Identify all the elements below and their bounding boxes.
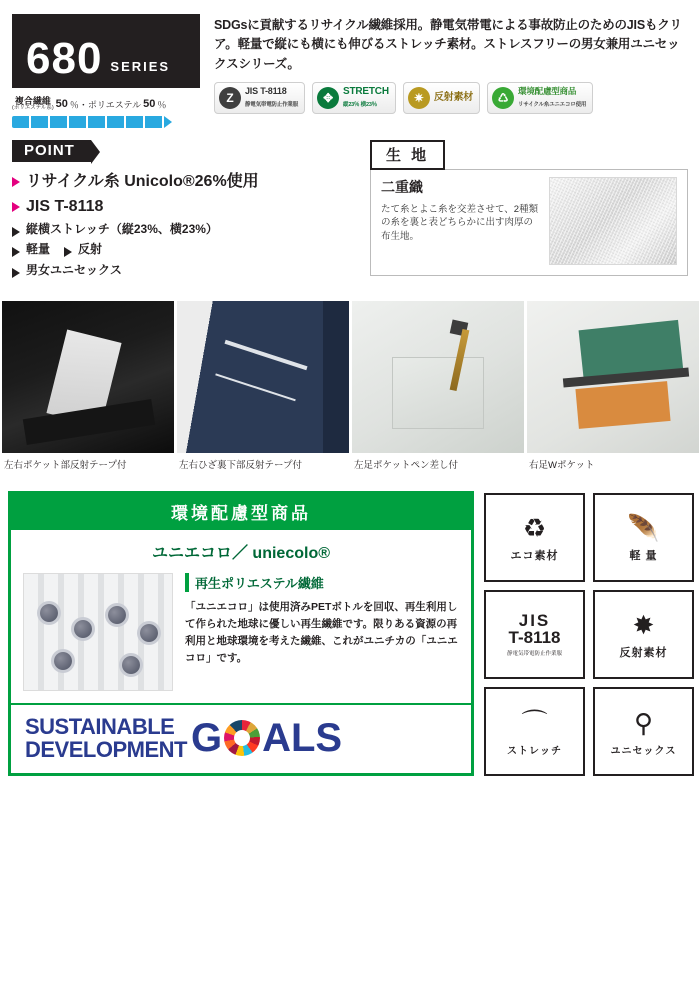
fabric-pct-1: 50: [55, 98, 68, 111]
triangle-bullet-icon: [12, 177, 20, 187]
icon-label: エコ素材: [510, 550, 559, 563]
triangle-bullet-icon: [12, 202, 20, 212]
icon-stretch: [484, 687, 585, 776]
series-badge: [12, 14, 200, 88]
badge-reflective-title: 反射素材: [433, 91, 474, 103]
triangle-bullet-icon: [12, 227, 20, 237]
triangle-bullet-icon: [64, 247, 72, 257]
stretch-arrows-icon: ✥: [317, 87, 339, 109]
icon-label: ユニセックス: [610, 745, 677, 757]
photo-cell: [352, 301, 524, 471]
eco-title: ユニエコロ／ uniecolo®: [151, 545, 331, 563]
yarn-spool-icon: [122, 656, 140, 674]
bar-segment: [126, 116, 143, 128]
eco-section: [0, 491, 700, 776]
fabric-pct-2: 50: [143, 98, 156, 111]
icon-label: ストレッチ: [507, 745, 562, 757]
photo-strip: [0, 301, 700, 471]
eco-header: 環境配慮型商品: [11, 494, 471, 530]
yarn-spool-icon: [140, 624, 158, 642]
badge-eco: [487, 82, 593, 114]
series-box: [12, 14, 200, 128]
badge-eco-title: 環境配慮型商品: [518, 85, 577, 96]
photo-cell: [2, 301, 174, 471]
icon-lightweight: [593, 493, 694, 582]
icon-unisex: [593, 687, 694, 776]
stretch-icon: ⌒: [521, 707, 548, 738]
sdg-line-2: DEVELOPMENT: [25, 737, 187, 763]
static-electricity-icon: Z: [219, 87, 241, 109]
sdg-letter-g: G: [190, 716, 223, 761]
point-title: POINT: [12, 140, 91, 162]
point-item: [12, 263, 352, 279]
badge-stretch-title: STRETCH: [343, 85, 389, 97]
badge-jis-title: JIS T-8118: [245, 85, 287, 96]
eco-body: [11, 530, 471, 703]
jis-note: 静電気帯電防止作業服: [506, 651, 562, 658]
bar-segment: [12, 116, 29, 128]
fabric-body: たて糸とよこ糸を交差させて、2種類の糸を裏と表どちらかに出す肉厚の布生地。: [381, 203, 539, 243]
eco-box: [8, 491, 474, 776]
eco-body-text: 「ユニエコロ」は使用済みPETボトルを回収、再生利用して作られた地球に優しい再生繊維です。限りある資源の再利用と地球環境を考えた繊維、これがユニチカの「ユニエコロ」です。: [185, 601, 458, 664]
sdg-text-block: [25, 715, 187, 761]
fabric-title: 生 地: [370, 140, 445, 170]
triangle-bullet-icon: [12, 268, 20, 278]
badge-jis: [214, 82, 305, 114]
photo-caption: 左右ひざ裏下部反射テープ付: [179, 460, 303, 472]
point-item-label: 男女ユニセックス: [26, 262, 122, 277]
point-list: [12, 172, 352, 279]
bar-arrow-tip: [164, 116, 172, 128]
photo-left-right-pocket: [2, 301, 174, 453]
yarn-spool-icon: [74, 620, 92, 638]
yarn-spool-icon: [108, 606, 126, 624]
yarn-spool-icon: [54, 652, 72, 670]
point-fabric-section: [0, 134, 700, 284]
photo-cell: [527, 301, 699, 471]
fabric-pct-sign-1: ％・ポリエステル: [69, 99, 142, 110]
header-text-block: [214, 14, 688, 128]
fabric-swatch-image: [549, 177, 677, 265]
fabric-heading: 二重織: [381, 178, 423, 195]
series-number: 680: [26, 34, 103, 84]
icon-eco-material: [484, 493, 585, 582]
unisex-icon: ⚲: [633, 707, 654, 738]
point-column: [12, 140, 352, 284]
badge-stretch: [312, 82, 396, 114]
jis-icon: JIS: [518, 610, 551, 630]
point-item-row: [12, 242, 352, 258]
photo-cell: [177, 301, 349, 471]
reflective-star-icon: ✸: [632, 610, 655, 641]
feature-icon-grid: [484, 491, 694, 776]
yarn-spool-icon: [40, 604, 58, 622]
eco-yarn-photo: [23, 573, 173, 691]
sdg-color-wheel-icon: [224, 720, 260, 756]
bar-segment: [69, 116, 86, 128]
eco-leaf-icon: ♺: [492, 87, 514, 109]
bar-segment: [107, 116, 124, 128]
icon-jis: [484, 590, 585, 679]
reflective-icon: ✷: [408, 87, 430, 109]
icon-label: 反射素材: [619, 647, 668, 660]
point-item-label: 反射: [78, 242, 103, 257]
bar-segment: [31, 116, 48, 128]
sdg-logo: [11, 703, 471, 773]
photo-pen-pocket: [352, 301, 524, 453]
point-item: [12, 172, 352, 192]
bar-segment: [50, 116, 67, 128]
point-item-label: 軽量: [26, 242, 51, 257]
fabric-bar: [12, 116, 200, 128]
icon-label: 軽 量: [629, 550, 658, 563]
badge-stretch-sub: 縦23％ 横23％: [343, 102, 377, 109]
point-item-label: リサイクル糸 Unicolo®26%使用: [26, 172, 259, 190]
fabric-column: [370, 140, 688, 284]
series-word: SERIES: [110, 59, 171, 74]
badge-reflective: [403, 82, 480, 114]
badge-jis-sub: 静電気帯電防止作業服: [245, 102, 299, 109]
sdg-letters-als: ALS: [262, 716, 343, 761]
photo-caption: 左足ポケットペン差し付: [354, 460, 459, 472]
fabric-composition: [12, 97, 200, 112]
fabric-box: [370, 169, 688, 276]
fabric-pct-sign-2: ％: [157, 99, 167, 110]
sdg-goals-word: [190, 716, 343, 761]
point-item-label: JIS T-8118: [26, 197, 104, 215]
feather-icon: 🪶: [627, 513, 660, 544]
triangle-bullet-icon: [12, 247, 20, 257]
eco-subtitle: 再生ポリエステル繊維: [185, 573, 459, 592]
bar-segment: [145, 116, 162, 128]
photo-caption: 右足Wポケット: [529, 460, 595, 472]
point-item-label: 縦横ストレッチ（縦23%、横23%）: [26, 221, 218, 236]
feature-badge-row: [214, 82, 688, 114]
header: [0, 0, 700, 134]
recycle-icon: ♻: [522, 513, 547, 544]
photo-caption: 左右ポケット部反射テープ付: [4, 460, 127, 472]
photo-knee-reflective: [177, 301, 349, 453]
badge-eco-sub: リサイクル糸ユニエコロ使用: [518, 102, 587, 109]
header-description: SDGsに貢献するリサイクル繊維採用。静電気帯電による事故防止のためのJISもクリア。軽量で縦にも横にも伸びるストレッチ素材。ストレスフリーの男女兼用ユニセックスシリーズ。: [214, 18, 682, 71]
sdg-line-1: SUSTAINABLE: [25, 714, 175, 740]
orange-item-shape: [575, 381, 670, 429]
icon-reflective: [593, 590, 694, 679]
point-item: [12, 222, 352, 238]
bar-segment: [88, 116, 105, 128]
fabric-composition-label: 複合繊維 (ポリエステル系): [12, 96, 54, 111]
pocket-shape: [392, 357, 484, 429]
jis-code: T-8118: [508, 628, 561, 648]
point-item: [12, 197, 352, 217]
photo-right-w-pocket: [527, 301, 699, 453]
